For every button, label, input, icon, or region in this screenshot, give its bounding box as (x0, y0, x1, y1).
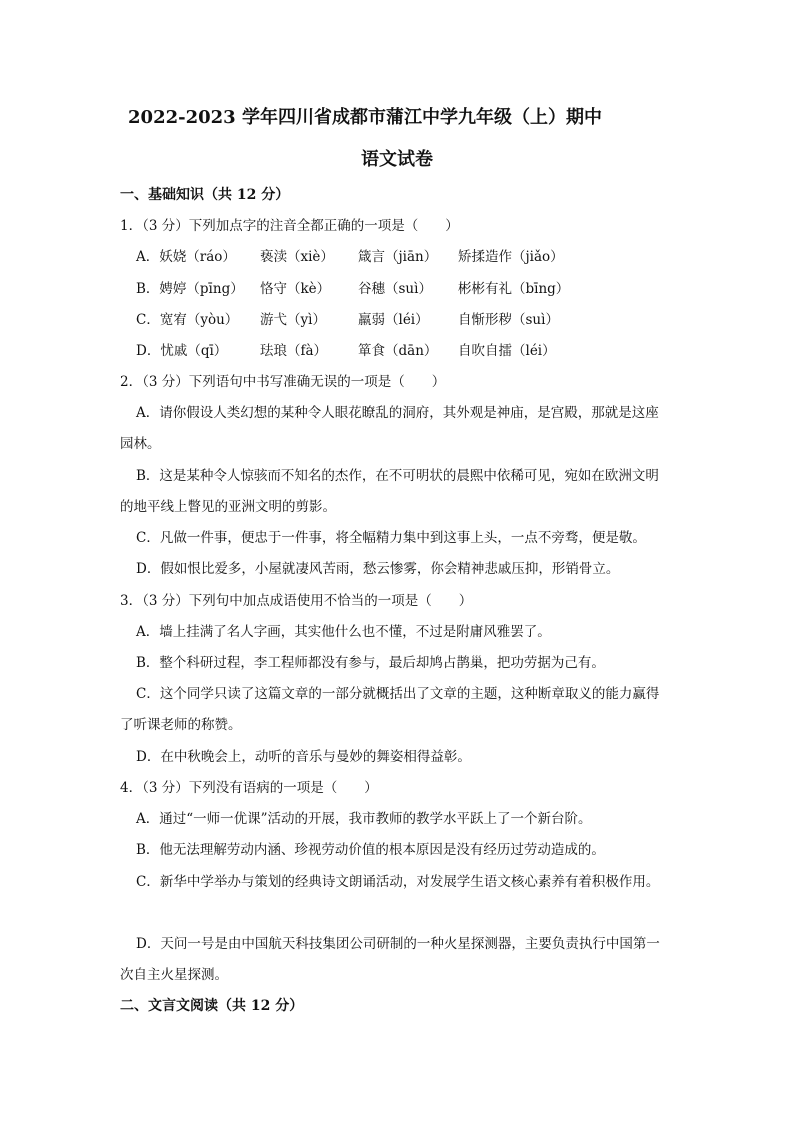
q1-a-item-2: 亵渎（xiè） (260, 249, 334, 265)
question-2-option-b: B．这是某种令人惊骇而不知名的杰作，在不可明状的晨熙中依稀可见，宛如在欧洲文明 (136, 468, 659, 484)
question-2-option-d: D．假如恨比爱多，小屋就凄风苦雨，愁云惨雾，你会精神悲戚压抑，形销骨立。 (136, 561, 620, 577)
q1-b-item-4: 彬彬有礼（bīng） (458, 281, 570, 297)
section-heading-classical-reading: 二、文言文阅读（共 12 分） (120, 998, 304, 1014)
question-4-option-a: A．通过“一师一优课”活动的开展，我市教师的教学水平跃上了一个新台阶。 (136, 811, 592, 827)
q1-b-item-1: B．娉婷（pīng） (136, 281, 244, 297)
q1-c-item-3: 羸弱（léi） (358, 312, 429, 328)
q1-d-item-2: 珐琅（fà） (260, 343, 328, 359)
q1-c-item-1: C．宽宥（yòu） (136, 312, 239, 328)
q1-d-item-4: 自吹自擂（léi） (458, 343, 556, 359)
q1-a-item-3: 箴言（jiān） (358, 249, 438, 265)
question-3-stem: 3．（3 分）下列句中加点成语使用不恰当的一项是（ ） (120, 593, 473, 609)
question-2-option-b-cont: 的地平线上瞥见的亚洲文明的剪影。 (120, 499, 336, 515)
q1-c-item-2: 游弋（yì） (260, 312, 326, 328)
q1-a-item-1: A．妖娆（ráo） (136, 249, 236, 265)
question-3-option-c-cont: 了听课老师的称赞。 (120, 717, 242, 733)
exam-title: 2022-2023 学年四川省成都市蒲江中学九年级（上）期中 (128, 107, 602, 128)
question-3-option-b: B．整个科研过程，李工程师都没有参与，最后却鸠占鹊巢，把功劳据为己有。 (136, 655, 605, 671)
question-2-stem: 2．（3 分）下列语句中书写准确无误的一项是（ ） (120, 374, 446, 390)
question-3-option-a: A．墙上挂满了名人字画，其实他什么也不懂，不过是附庸风雅罢了。 (136, 624, 551, 640)
question-2-option-a-cont: 园林。 (120, 436, 161, 452)
question-2-option-a: A．请你假设人类幻想的某种令人眼花瞭乱的洞府，其外观是神庙，是宫殿，那就是这座 (136, 405, 659, 421)
question-3-option-d: D．在中秋晚会上，动听的音乐与曼妙的舞姿相得益彰。 (136, 749, 471, 765)
q1-c-item-4: 自惭形秽（suì） (458, 312, 559, 328)
question-3-option-c: C．这个同学只读了这篇文章的一部分就概括出了文章的主题，这种断章取义的能力赢得 (136, 686, 660, 702)
question-4-option-c: C．新华中学举办与策划的经典诗文朗诵活动，对发展学生语文核心素养有着积极作用。 (136, 874, 660, 890)
question-4-option-b: B．他无法理解劳动内涵、珍视劳动价值的根本原因是没有经历过劳动造成的。 (136, 842, 605, 858)
q1-d-item-1: D．忧戚（qī） (136, 343, 228, 359)
question-1-stem: 1．（3 分）下列加点字的注音全都正确的一项是（ ） (120, 218, 459, 234)
q1-d-item-3: 箪食（dān） (358, 343, 438, 359)
question-4-option-d: D．天问一号是由中国航天科技集团公司研制的一种火星探测器，主要负责执行中国第一 (136, 936, 660, 952)
question-2-option-c: C．凡做一件事，便忠于一件事，将全幅精力集中到这事上头，一点不旁骛，便是敬。 (136, 530, 646, 546)
question-4-option-d-cont: 次自主火星探测。 (120, 967, 228, 983)
question-4-stem: 4．（3 分）下列没有语病的一项是（ ） (120, 780, 378, 796)
q1-b-item-3: 谷穗（suì） (358, 281, 432, 297)
q1-a-item-4: 矫揉造作（jiǎo） (458, 249, 564, 265)
exam-subtitle: 语文试卷 (361, 149, 433, 170)
q1-b-item-2: 恪守（kè） (260, 281, 331, 297)
section-heading-basic-knowledge: 一、基础知识（共 12 分） (120, 187, 290, 203)
